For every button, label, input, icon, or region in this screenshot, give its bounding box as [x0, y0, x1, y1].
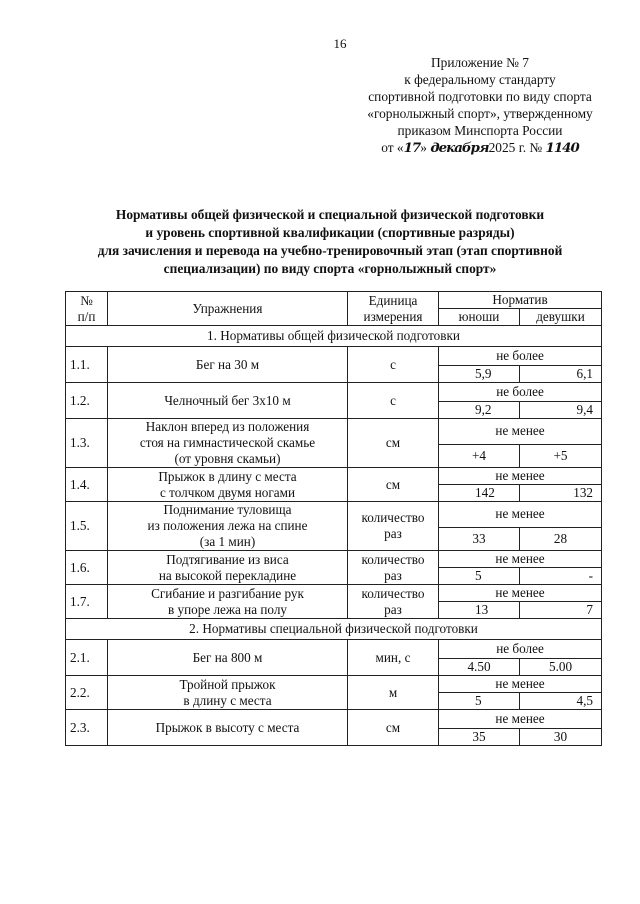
- unit-line: с: [390, 356, 396, 372]
- title-line: Нормативы общей физической и специальной физической подготовки: [115, 207, 545, 222]
- date-year: 2025 г. №: [488, 140, 543, 155]
- exercise-line: с толчком двумя ногами: [159, 484, 296, 500]
- table-row: [66, 640, 602, 659]
- appendix-line: спортивной подготовки по виду спорта: [368, 89, 592, 104]
- exercise-cell: [108, 676, 348, 710]
- unit-line: см: [385, 435, 401, 450]
- row-number: 2.1.: [66, 640, 108, 676]
- header-norm: Норматив: [439, 292, 602, 309]
- header-girls: девушки: [520, 309, 602, 326]
- title-line: для зачисления и перевода на учебно-тренировочный этап (этап спортивной: [97, 243, 563, 258]
- girls-value: 7: [520, 602, 602, 619]
- norm-condition: не менее: [439, 468, 602, 485]
- exercise-line: Тройной прыжок: [179, 676, 276, 692]
- boys-value: 4.50: [439, 659, 520, 676]
- unit-line: раз: [384, 601, 402, 617]
- row-number: 1.5.: [66, 502, 108, 551]
- handwritten-order-number: 1140: [545, 140, 579, 156]
- boys-value: 5,9: [439, 366, 520, 383]
- exercise-cell: [108, 551, 348, 585]
- boys-value: 9,2: [439, 402, 520, 419]
- section-title: 2. Нормативы специальной физической подготовки: [66, 619, 602, 640]
- unit-cell: [348, 419, 439, 468]
- girls-value: 9,4: [520, 402, 602, 419]
- unit-line: см: [385, 719, 401, 735]
- title-line: и уровень спортивной квалификации (спортивные разряды): [145, 225, 515, 240]
- exercise-cell: [108, 347, 348, 383]
- exercise-cell: [108, 468, 348, 502]
- exercise-line: на высокой перекладине: [158, 567, 297, 583]
- table-row: [66, 468, 602, 485]
- exercise-line: из положения лежа на спине: [147, 518, 308, 533]
- unit-cell: [348, 710, 439, 746]
- unit-cell: [348, 383, 439, 419]
- unit-cell: [348, 551, 439, 585]
- exercise-line: Сгибание и разгибание рук: [151, 585, 304, 601]
- exercise-cell: [108, 640, 348, 676]
- girls-value: 5.00: [520, 659, 602, 676]
- exercise-line: Прыжок в высоту с места: [155, 719, 300, 735]
- header-exercise: Упражнения: [108, 292, 348, 326]
- exercise-line: Бег на 800 м: [192, 649, 263, 665]
- boys-value: 33: [439, 527, 520, 550]
- unit-cell: [348, 640, 439, 676]
- norm-condition: не менее: [439, 419, 602, 445]
- boys-value: +4: [439, 444, 520, 467]
- girls-value: 132: [520, 485, 602, 502]
- unit-cell: [348, 468, 439, 502]
- row-number: 1.6.: [66, 551, 108, 585]
- handwritten-day: 17: [403, 140, 421, 156]
- boys-value: 5: [439, 568, 520, 585]
- exercise-cell: [108, 710, 348, 746]
- document-title: [60, 206, 600, 278]
- norms-table: [65, 291, 602, 746]
- page-number: 16: [333, 36, 347, 51]
- unit-line: количество: [361, 510, 425, 525]
- header-boys: юноши: [439, 309, 520, 326]
- order-date-line: [330, 139, 630, 157]
- unit-line: раз: [384, 526, 402, 541]
- exercise-line: (за 1 мин): [199, 534, 256, 549]
- unit-cell: [348, 585, 439, 619]
- date-prefix: от «: [381, 140, 404, 155]
- unit-line: м: [388, 684, 398, 700]
- table-header-row: [66, 292, 602, 309]
- table-row: [66, 347, 602, 366]
- header-num: № п/п: [66, 292, 108, 326]
- unit-line: с: [390, 392, 396, 408]
- girls-value: +5: [520, 444, 602, 467]
- norm-condition: не менее: [439, 710, 602, 729]
- header-unit: Единица измерения: [348, 292, 439, 326]
- appendix-line: Приложение № 7: [430, 55, 530, 70]
- table-row: [66, 676, 602, 693]
- girls-value: 30: [520, 729, 602, 746]
- exercise-line: Бег на 30 м: [195, 356, 260, 372]
- title-line: специализации) по виду спорта «горнолыжный спорт»: [163, 261, 497, 276]
- table-row: [66, 551, 602, 568]
- table-row: [66, 710, 602, 729]
- boys-value: 5: [439, 693, 520, 710]
- appendix-line: «горнолыжный спорт», утвержденному: [367, 106, 593, 121]
- girls-value: 6,1: [520, 366, 602, 383]
- exercise-line: в длину с места: [183, 692, 272, 708]
- norm-condition: не менее: [439, 551, 602, 568]
- appendix-header: [330, 54, 630, 157]
- exercise-line: стоя на гимнастической скамье: [139, 435, 316, 450]
- exercise-line: Наклон вперед из положения: [145, 419, 310, 434]
- unit-line: см: [385, 476, 401, 492]
- norm-condition: не менее: [439, 585, 602, 602]
- appendix-line: к федеральному стандарту: [404, 72, 556, 87]
- girls-value: 28: [520, 527, 602, 550]
- table-row: [66, 419, 602, 445]
- section-title: 1. Нормативы общей физической подготовки: [66, 326, 602, 347]
- table-row: [66, 502, 602, 528]
- row-number: 1.4.: [66, 468, 108, 502]
- exercise-cell: [108, 502, 348, 551]
- unit-cell: [348, 502, 439, 551]
- handwritten-month: декабря: [430, 140, 489, 156]
- unit-line: раз: [384, 567, 402, 583]
- row-number: 2.3.: [66, 710, 108, 746]
- row-number: 1.1.: [66, 347, 108, 383]
- norm-condition: не более: [439, 640, 602, 659]
- row-number: 1.3.: [66, 419, 108, 468]
- row-number: 1.2.: [66, 383, 108, 419]
- unit-line: количество: [361, 551, 425, 567]
- appendix-line: приказом Минспорта России: [397, 123, 563, 138]
- exercise-cell: [108, 585, 348, 619]
- exercise-line: Подтягивание из виса: [166, 551, 289, 567]
- norm-condition: не менее: [439, 502, 602, 528]
- unit-line: мин, с: [375, 649, 411, 665]
- date-mid: »: [420, 140, 427, 155]
- table-row: [66, 585, 602, 602]
- row-number: 2.2.: [66, 676, 108, 710]
- unit-cell: [348, 676, 439, 710]
- exercise-line: в упоре лежа на полу: [167, 601, 288, 617]
- girls-value: -: [520, 568, 602, 585]
- exercise-cell: [108, 383, 348, 419]
- exercise-line: Прыжок в длину с места: [158, 468, 297, 484]
- boys-value: 35: [439, 729, 520, 746]
- boys-value: 142: [439, 485, 520, 502]
- exercise-line: (от уровня скамьи): [174, 451, 281, 466]
- unit-cell: [348, 347, 439, 383]
- row-number: 1.7.: [66, 585, 108, 619]
- exercise-line: Поднимание туловища: [163, 502, 292, 517]
- boys-value: 13: [439, 602, 520, 619]
- norm-condition: не более: [439, 383, 602, 402]
- exercise-cell: [108, 419, 348, 468]
- norm-condition: не более: [439, 347, 602, 366]
- table-row: [66, 383, 602, 402]
- unit-line: количество: [361, 585, 425, 601]
- exercise-line: Челночный бег 3х10 м: [164, 392, 291, 408]
- section-header-row: [66, 619, 602, 640]
- girls-value: 4,5: [520, 693, 602, 710]
- norm-condition: не менее: [439, 676, 602, 693]
- section-header-row: [66, 326, 602, 347]
